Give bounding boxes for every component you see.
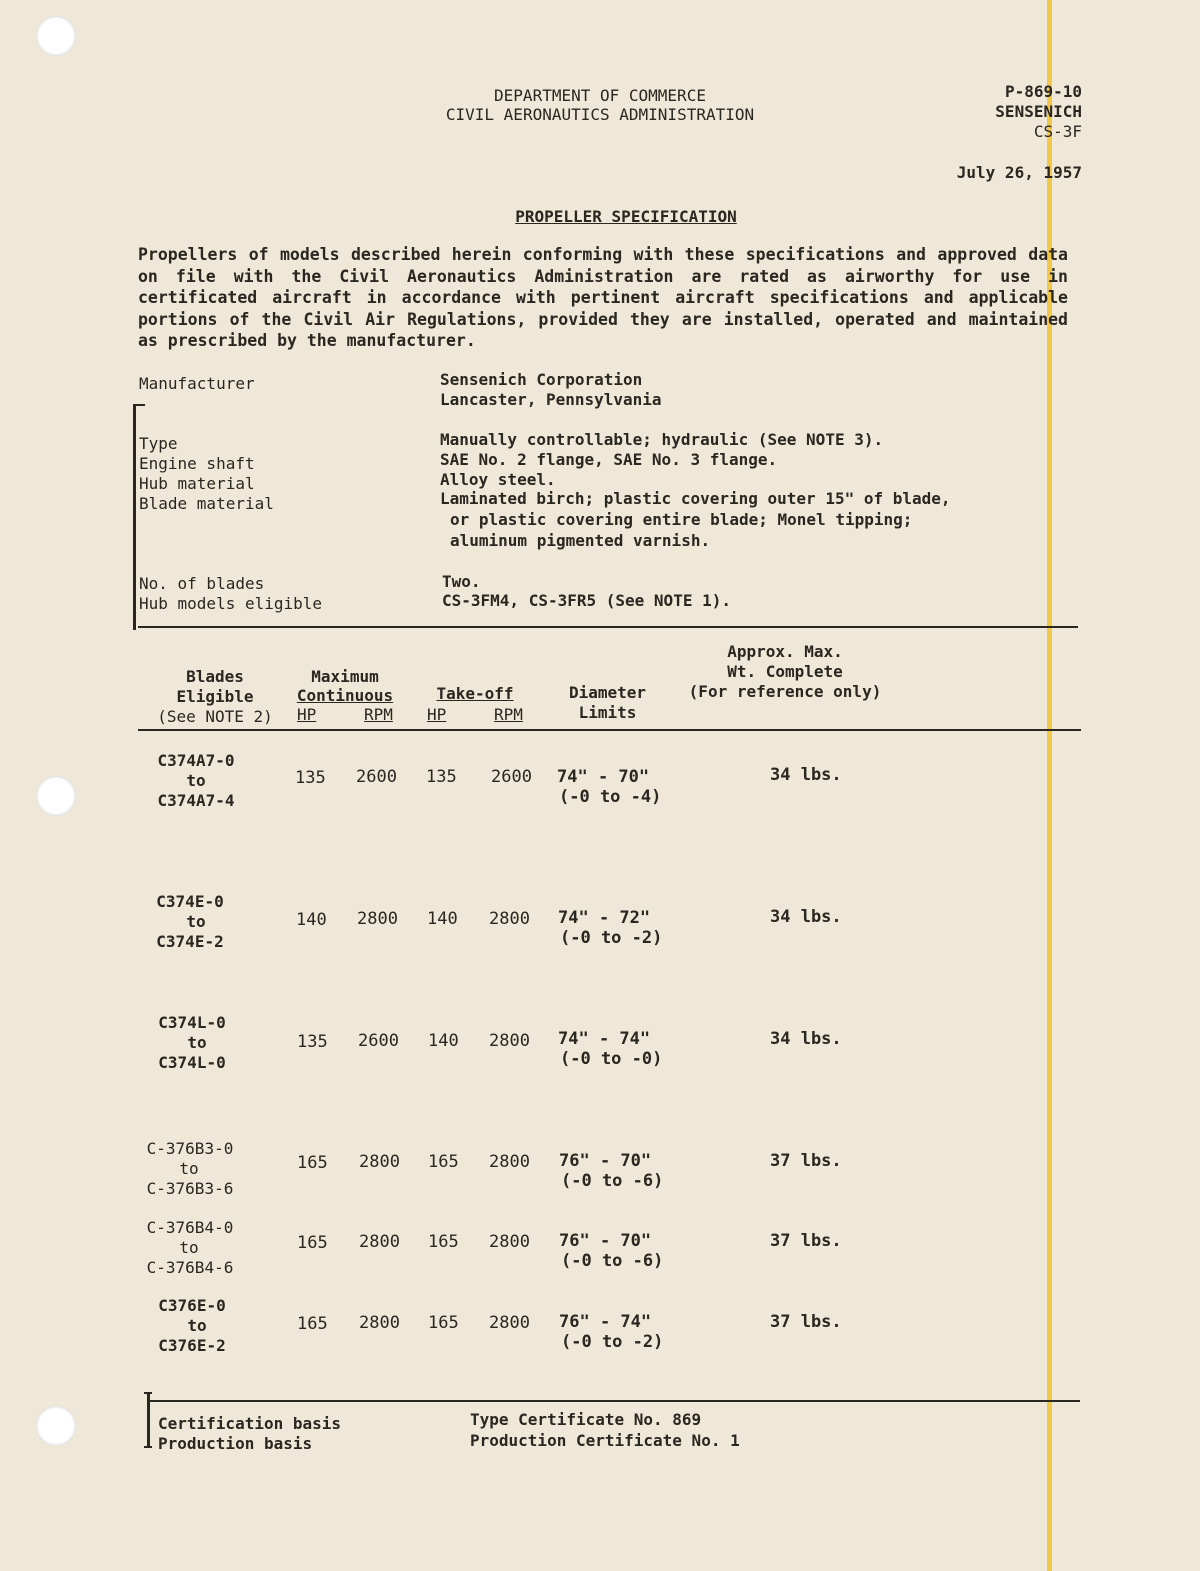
spec-bracket-top (133, 404, 145, 406)
weight: 37 lbs. (770, 1231, 842, 1251)
takeoff-hp: 165 (428, 1232, 459, 1252)
hub-material-label: Hub material (139, 474, 255, 493)
blade-to: to (186, 912, 206, 931)
certification-basis-label: Certification basis (158, 1414, 342, 1433)
col-header-takeoff-hp: HP (427, 705, 447, 724)
weight: 37 lbs. (770, 1312, 842, 1332)
hub-models-value: CS-3FM4, CS-3FR5 (See NOTE 1). (442, 591, 731, 610)
production-basis-label: Production basis (158, 1434, 313, 1453)
blade-end: C374A7-4 (157, 791, 235, 810)
takeoff-hp: 135 (426, 767, 457, 787)
diameter-range: 74" - 74" (558, 1029, 651, 1049)
diameter-range: 74" - 72" (558, 908, 651, 928)
max-rpm: 2800 (359, 1152, 400, 1172)
footer-bracket-bottom (144, 1446, 152, 1448)
blade-start: C374L-0 (158, 1013, 226, 1032)
blade-start: C-376B3-0 (146, 1139, 234, 1158)
col-header-blades: Blades (186, 667, 244, 686)
department-name: DEPARTMENT OF COMMERCE (494, 86, 706, 105)
engine-shaft-value: SAE No. 2 flange, SAE No. 3 flange. (440, 450, 778, 469)
diameter-range: 76" - 70" (559, 1151, 652, 1171)
punch-hole (36, 1406, 76, 1446)
weight: 34 lbs. (770, 765, 842, 785)
takeoff-hp: 140 (427, 909, 458, 929)
col-header-diameter: Diameter (568, 683, 647, 702)
max-hp: 135 (295, 768, 326, 788)
col-header-eligible: Eligible (176, 687, 254, 706)
takeoff-rpm: 2800 (489, 1152, 530, 1172)
blade-start: C374A7-0 (157, 751, 235, 770)
intro-paragraph: Propellers of models described herein conforming with these specifications and approved data on file with the Civil Aeronautics Administration are rated as airworthy for use in certificated aircraft in accordance with pertinent aircraft specifications and applicable portions of the Civil Air Regulations, provided they are installed, operated and maintained as prescribed by the manufacturer. (138, 245, 1068, 350)
max-rpm: 2800 (357, 909, 398, 929)
col-header-maximum: Maximum (311, 667, 379, 686)
manufacturer-code: SENSENICH (995, 102, 1082, 121)
blade-to: to (187, 1316, 207, 1335)
spec-bracket (133, 406, 136, 630)
blade-start: C-376B4-0 (146, 1218, 234, 1237)
punch-hole (36, 16, 76, 56)
max-rpm: 2800 (359, 1313, 400, 1333)
col-header-takeoff: Take-off (436, 684, 514, 703)
footer-bracket-top (144, 1392, 152, 1394)
blade-start: C374E-0 (156, 892, 224, 911)
blade-end: C376E-2 (158, 1336, 226, 1355)
page-edge-strip (1047, 0, 1052, 1571)
table-header-divider (138, 729, 1081, 731)
diameter-dash-range: (-0 to -0) (560, 1049, 663, 1069)
blade-end: C374L-0 (158, 1053, 226, 1072)
col-header-takeoff-rpm: RPM (494, 705, 523, 724)
diameter-dash-range: (-0 to -6) (561, 1171, 664, 1191)
blade-end: C-376B3-6 (146, 1179, 234, 1198)
weight: 34 lbs. (770, 1029, 842, 1049)
col-header-approx-max: Approx. Max. (727, 642, 843, 661)
spec-divider (138, 626, 1078, 628)
spec-number: P-869-10 (1004, 82, 1082, 101)
col-header-max-hp: HP (297, 705, 317, 724)
weight: 37 lbs. (770, 1151, 842, 1171)
takeoff-rpm: 2800 (489, 909, 530, 929)
administration-name: CIVIL AERONAUTICS ADMINISTRATION (445, 105, 755, 124)
page-title: PROPELLER SPECIFICATION (515, 207, 737, 226)
blade-material-label: Blade material (139, 494, 274, 513)
diameter-dash-range: (-0 to -6) (561, 1251, 664, 1271)
manufacturer-name: Sensenich Corporation (440, 370, 643, 389)
takeoff-rpm: 2800 (489, 1031, 530, 1051)
blades-count-label: No. of blades (139, 574, 265, 593)
max-rpm: 2600 (356, 767, 397, 787)
blade-material-value-line1: Laminated birch; plastic covering outer 15" of blade, (440, 489, 951, 508)
blade-to: to (186, 771, 206, 790)
punch-hole (36, 776, 76, 816)
col-header-max-rpm: RPM (364, 705, 393, 724)
takeoff-rpm: 2800 (489, 1232, 530, 1252)
col-header-continuous: Continuous (296, 686, 394, 705)
col-header-reference: (For reference only) (688, 682, 882, 701)
blades-count-value: Two. (442, 572, 481, 591)
type-label: Type (139, 434, 178, 453)
footer-divider (150, 1400, 1080, 1402)
diameter-dash-range: (-0 to -2) (561, 1332, 664, 1352)
engine-shaft-label: Engine shaft (139, 454, 255, 473)
diameter-range: 74" - 70" (557, 767, 650, 787)
model-code: CS-3F (1033, 122, 1082, 141)
takeoff-hp: 165 (428, 1152, 459, 1172)
hub-material-value: Alloy steel. (440, 470, 556, 489)
max-hp: 135 (297, 1032, 328, 1052)
col-header-wt-complete: Wt. Complete (727, 662, 843, 681)
max-hp: 165 (297, 1233, 328, 1253)
production-basis-value: Production Certificate No. 1 (470, 1431, 740, 1450)
max-hp: 140 (296, 910, 327, 930)
blade-end: C374E-2 (156, 932, 224, 951)
manufacturer-label: Manufacturer (139, 374, 255, 393)
type-value: Manually controllable; hydraulic (See NOTE 3). (440, 430, 884, 449)
blade-material-value-line3: aluminum pigmented varnish. (450, 531, 711, 550)
max-rpm: 2800 (359, 1232, 400, 1252)
blade-end: C-376B4-6 (146, 1258, 234, 1277)
document-date: July 26, 1957 (956, 163, 1082, 182)
footer-bracket (147, 1392, 150, 1448)
takeoff-hp: 165 (428, 1313, 459, 1333)
diameter-range: 76" - 74" (559, 1312, 652, 1332)
blade-to: to (179, 1238, 199, 1257)
diameter-dash-range: (-0 to -4) (559, 787, 662, 807)
col-header-limits: Limits (578, 703, 637, 722)
diameter-range: 76" - 70" (559, 1231, 652, 1251)
max-hp: 165 (297, 1314, 328, 1334)
blade-to: to (187, 1033, 207, 1052)
manufacturer-location: Lancaster, Pennsylvania (440, 390, 662, 409)
takeoff-hp: 140 (428, 1031, 459, 1051)
blade-material-value-line2: or plastic covering entire blade; Monel tipping; (450, 510, 913, 529)
blade-to: to (179, 1159, 199, 1178)
diameter-dash-range: (-0 to -2) (560, 928, 663, 948)
blade-start: C376E-0 (158, 1296, 226, 1315)
takeoff-rpm: 2600 (491, 767, 532, 787)
takeoff-rpm: 2800 (489, 1313, 530, 1333)
col-header-note2: (See NOTE 2) (157, 707, 273, 726)
weight: 34 lbs. (770, 907, 842, 927)
max-hp: 165 (297, 1153, 328, 1173)
hub-models-label: Hub models eligible (139, 594, 323, 613)
max-rpm: 2600 (358, 1031, 399, 1051)
certification-basis-value: Type Certificate No. 869 (470, 1410, 702, 1429)
